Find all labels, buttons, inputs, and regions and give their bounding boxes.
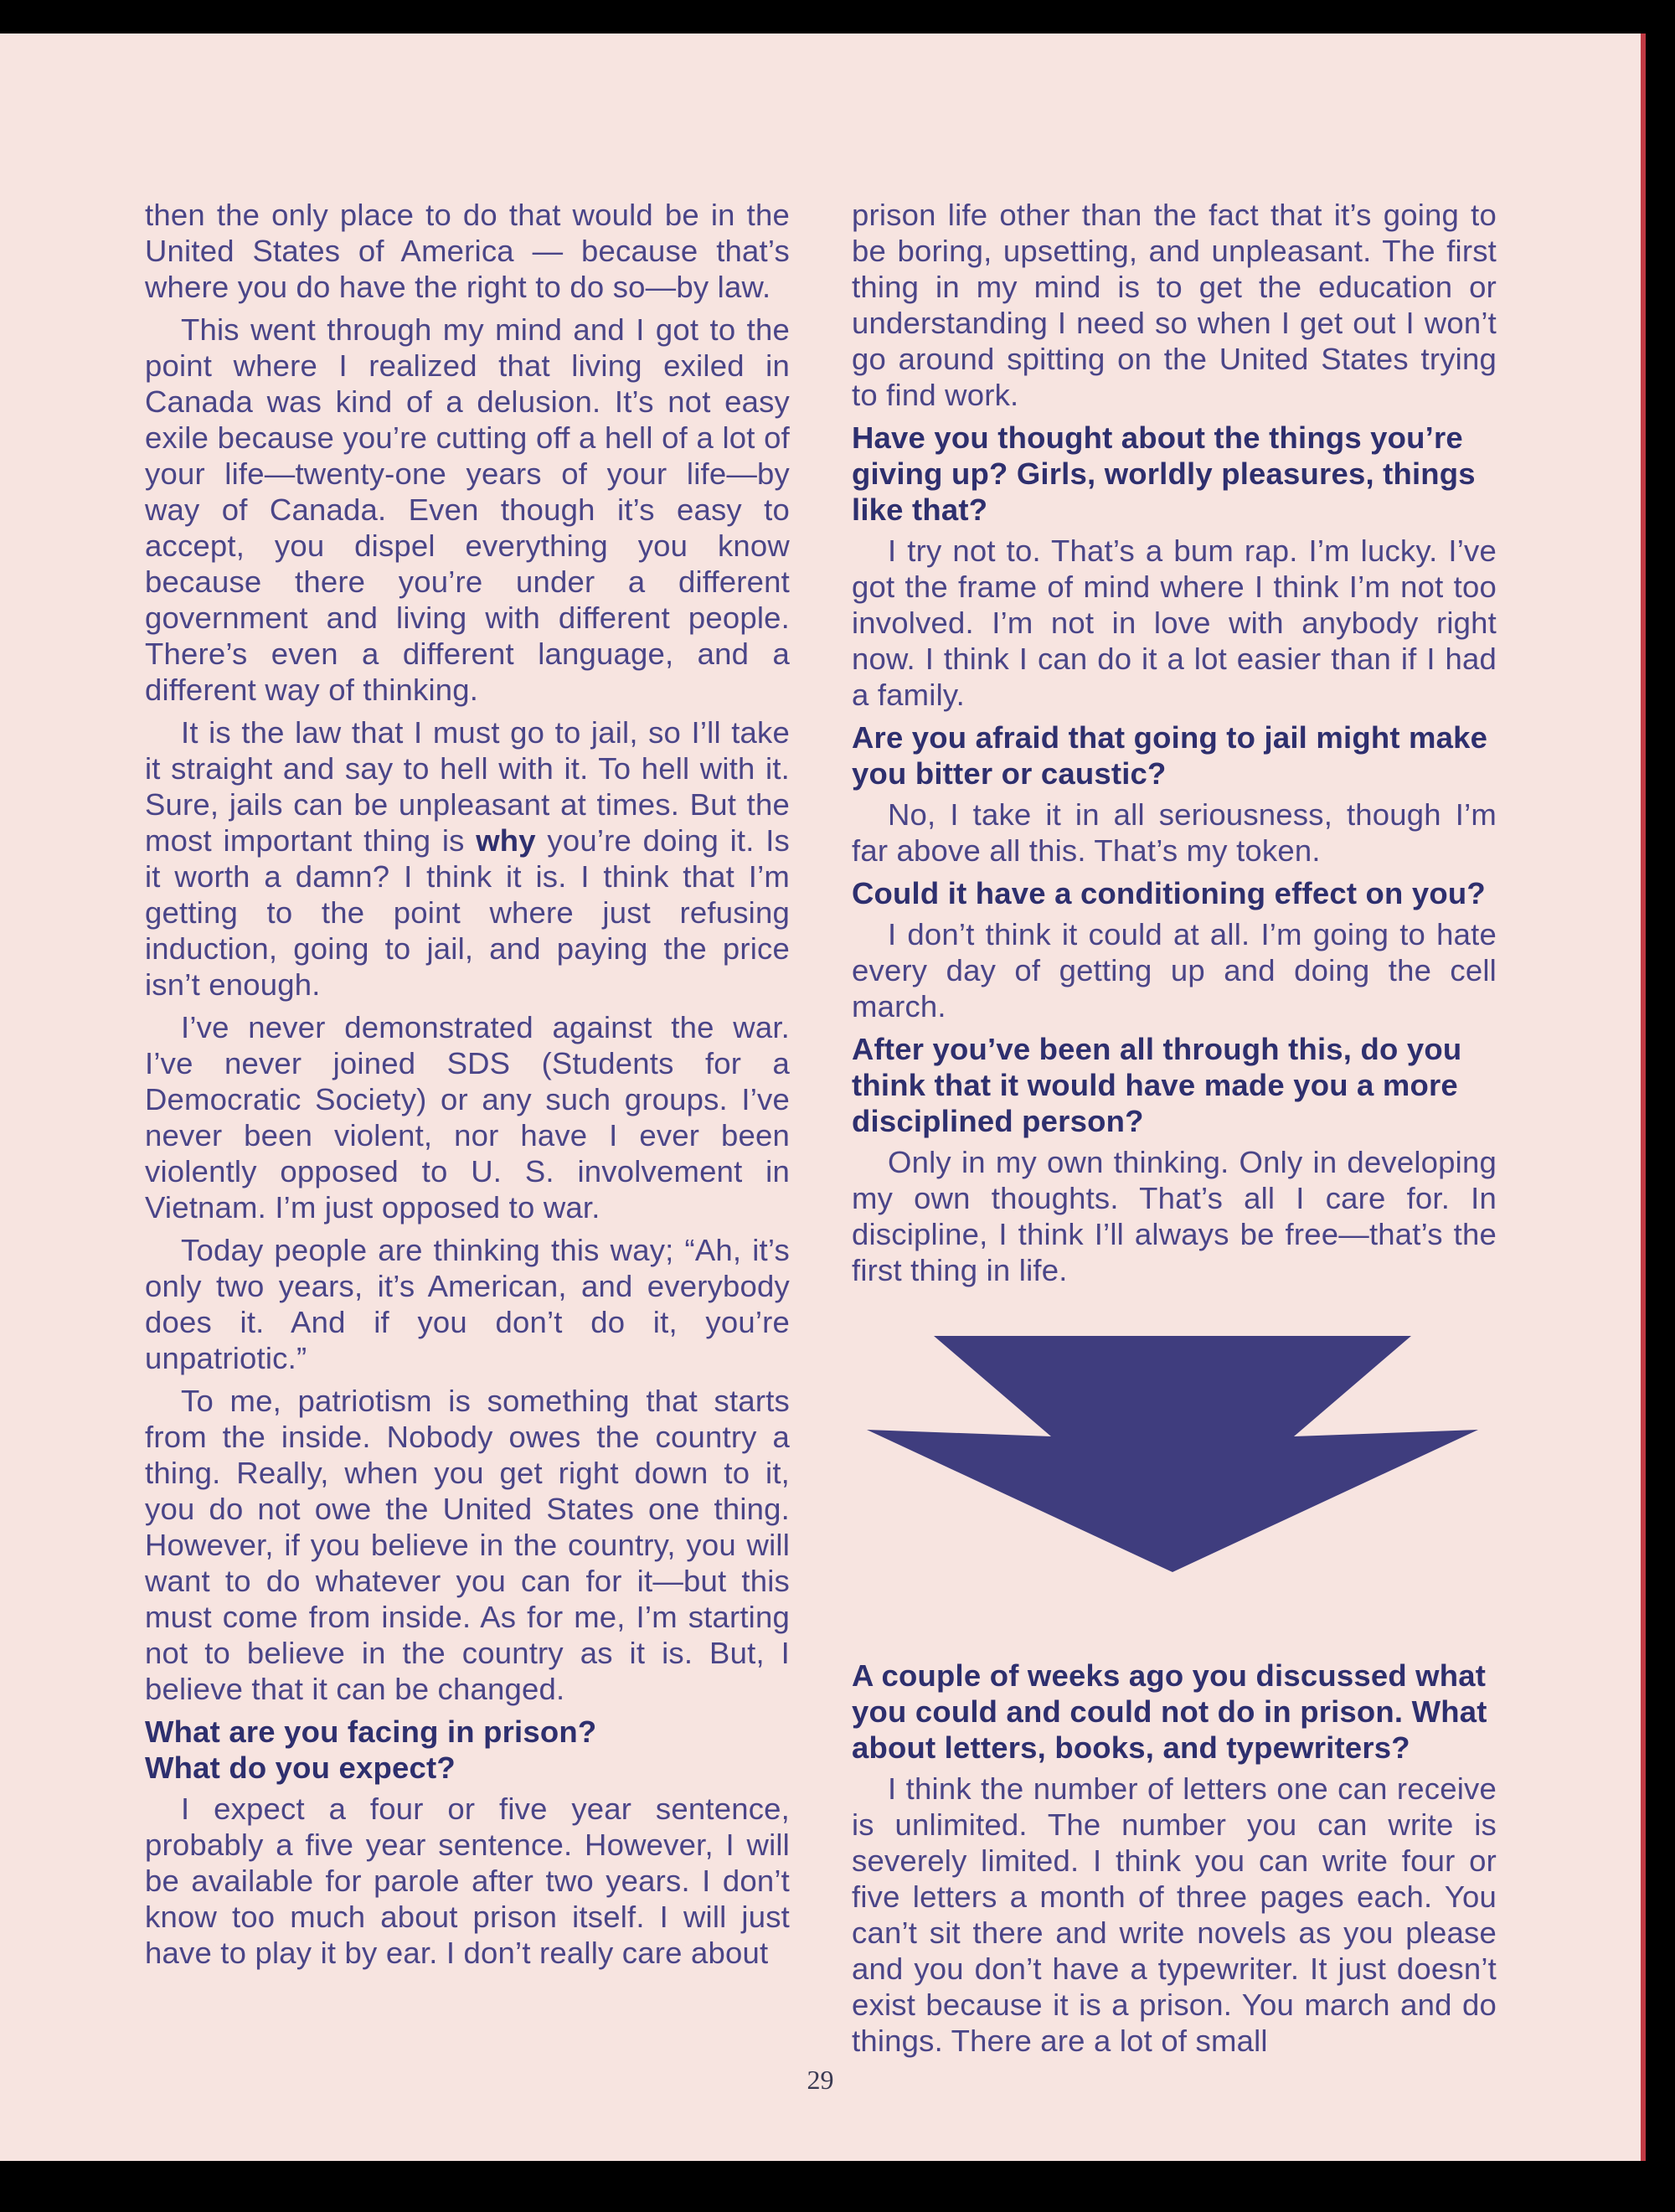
interview-question: After you’ve been all through this, do you think that it would have made you a more disciplined person? (852, 1032, 1462, 1138)
question-line: What do you expect? (145, 1751, 456, 1785)
question-line: What are you facing in prison? (145, 1714, 597, 1749)
left-column (145, 197, 790, 1977)
page-number: 29 (807, 2065, 834, 2095)
paragraph: This went through my mind and I got to the point where I realized that living exiled in Canada was kind of a delusion. It’s not easy exile because you’re cutting off a hell of a lot of your life—twenty-one years of your life—by way of Canada. Even though it’s easy to accept, you dispel everything you know because there you’re under a different government and living with different people. There’s even a different language, and a different way of thinking. (145, 312, 790, 707)
interview-question (145, 1714, 790, 1786)
paragraph: Only in my own thinking. Only in developing my own thoughts. That’s all I care for. In discipline, I think I’ll always be free—that’s the first thing in life. (852, 1145, 1497, 1287)
paragraph: To me, patriotism is something that starts from the inside. Nobody owes the country a thing. Really, when you get right down to it, you do not owe the United States one thing. However, if you believe in the country, you will want to do whatever you can for it—but this must come from inside. As for me, I’m starting not to believe in the country as it is. But, I believe that it can be changed. (145, 1384, 790, 1706)
interview-question: Could it have a conditioning effect on you? (852, 876, 1486, 910)
emphasis-word: why (476, 823, 536, 858)
paragraph (145, 714, 790, 1003)
paragraph: I don’t think it could at all. I’m going to hate every day of getting up and doing the cell march. (852, 917, 1497, 1024)
right-column-lower (852, 1654, 1497, 2065)
paragraph-text: It is the law that I must go to jail, so I’ll take it straight and say to hell with it. To hell with it. Sure, jails can be unpleasant at times. But the most important thing is (145, 715, 790, 858)
paragraph-text: you’re doing it. Is it worth a damn? I think it is. I think that I’m getting to the point where just refusing induction, going to jail, and paying the price isn’t enough. (145, 823, 790, 1002)
paragraph: prison life other than the fact that it’s going to be boring, upsetting, and unpleasant. The first thing in my mind is to get the education or understanding I need so when I get out I won’t go around spitting on the United States trying to find work. (852, 198, 1497, 412)
down-arrow-graphic (858, 1336, 1487, 1575)
interview-question: A couple of weeks ago you discussed what you could and could not do in prison. What about letters, books, and typewriters? (852, 1658, 1487, 1765)
down-arrow-icon (858, 1336, 1487, 1575)
paragraph: I think the number of letters one can receive is unlimited. The number you can write is severely limited. I think you can write four or five letters a month of three pages each. You can’t sit there and write novels as you please and you don’t have a typewriter. It just doesn’t exist because it is a prison. You march and do things. There are a lot of small (852, 1771, 1497, 2058)
right-column (852, 197, 1497, 1295)
paragraph: I try not to. That’s a bum rap. I’m lucky. I’ve got the frame of mind where I think I’m not too involved. I’m not in love with anybody right now. I think I can do it a lot easier than if I had a family. (852, 534, 1497, 712)
interview-question: Are you afraid that going to jail might make you bitter or caustic? (852, 720, 1488, 791)
paragraph: Today people are thinking this way; “Ah, it’s only two years, it’s American, and everybody does it. And if you don’t do it, you’re unpatriotic.” (145, 1233, 790, 1375)
paragraph: I expect a four or five year sentence, probably a five year sentence. However, I will be available for parole after two years. I don’t know too much about prison itself. I will just have to play it by ear. I don’t really care about (145, 1792, 790, 1970)
paragraph: then the only place to do that would be in the United States of America — because that’s where you do have the right to do so—by law. (145, 198, 790, 304)
magazine-page (0, 34, 1646, 2161)
paragraph: I’ve never demonstrated against the war. I’ve never joined SDS (Students for a Democratic Society) or any such groups. I’ve never been violent, nor have I ever been violently opposed to U. S. involvement in Vietnam. I’m just opposed to war. (145, 1010, 790, 1225)
interview-question: Have you thought about the things you’re giving up? Girls, worldly pleasures, things like that? (852, 420, 1476, 527)
paragraph: No, I take it in all seriousness, though I’m far above all this. That’s my token. (852, 797, 1497, 868)
